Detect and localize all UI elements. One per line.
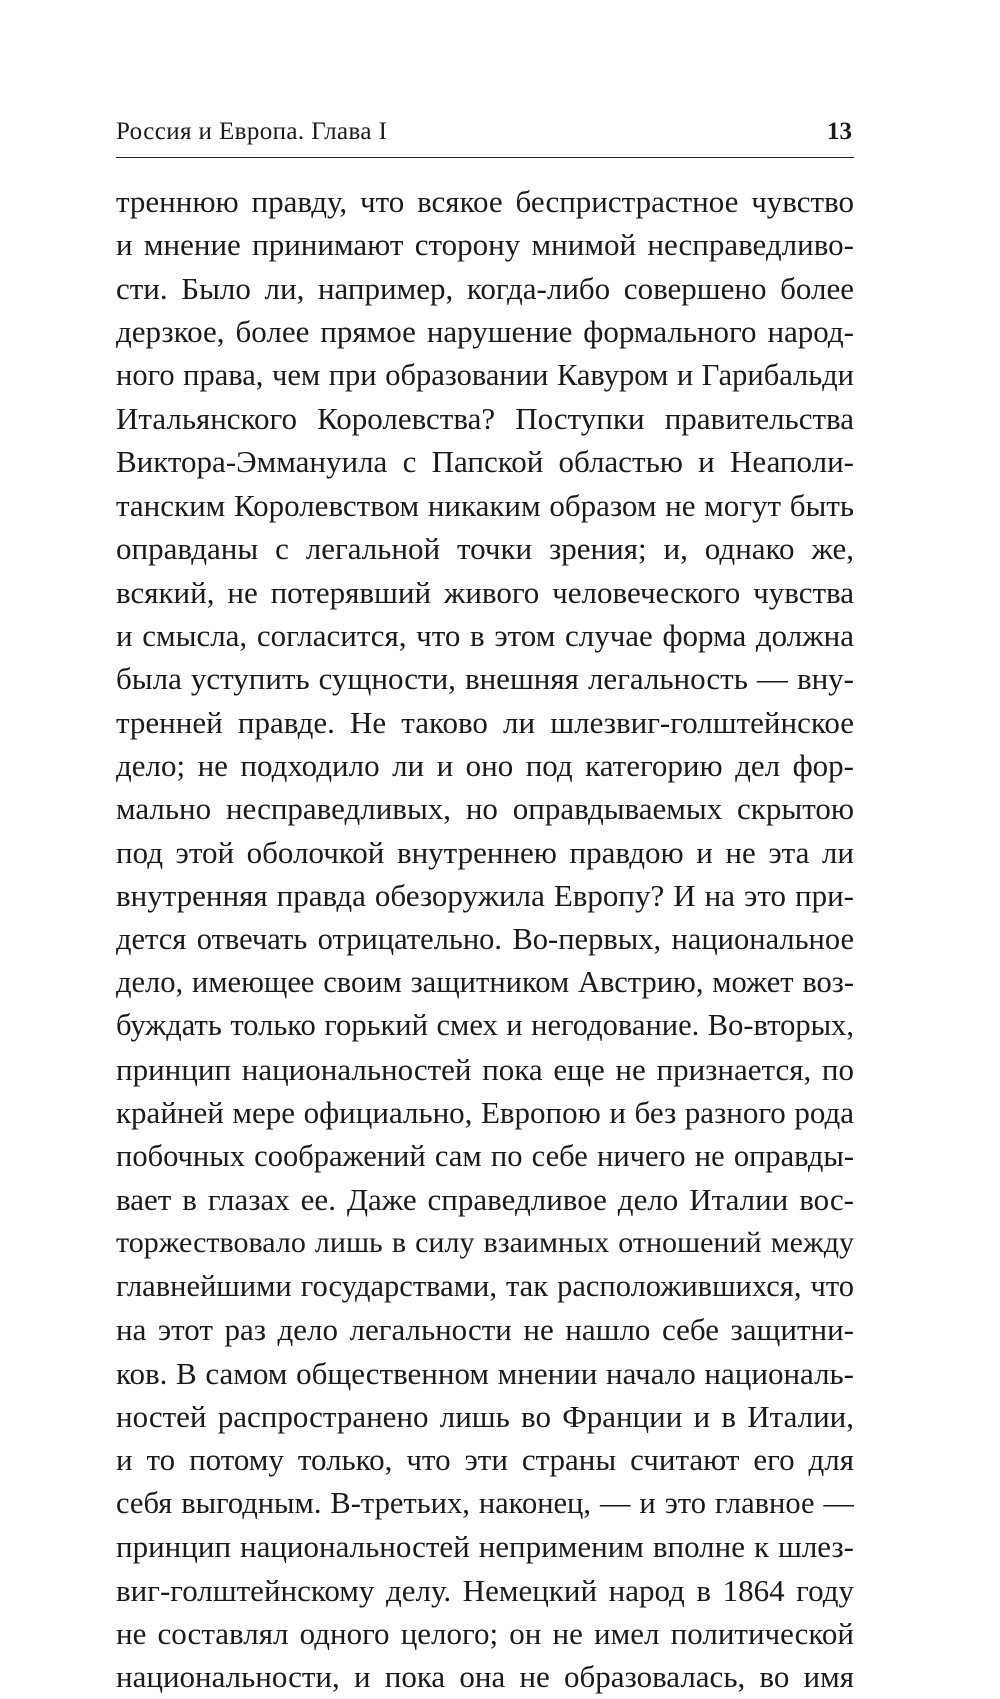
text-line: Итальянского Королевства? Поступки правительства	[116, 400, 854, 436]
text-line: дело; не подходило ли и оно под категорию дел фор-	[116, 748, 854, 784]
text-line: танским Королевством никаким образом не могут быть	[116, 487, 854, 523]
text-line: на этот раз дело легальности не нашло себе защитни-	[116, 1312, 854, 1348]
text-line: главнейшими государствами, так расположившихся, что	[116, 1268, 854, 1303]
text-line: тренней правде. Не таково ли шлезвиг-голштейнское	[116, 704, 854, 740]
text-line: дело, имеющее своим защитником Австрию, может воз-	[116, 965, 854, 1000]
text-line: побочных соображений сам по себе ничего не оправды-	[116, 1138, 854, 1173]
text-line: внутренняя правда обезоружила Европу? И на это при-	[116, 878, 854, 914]
text-line: принцип национальностей неприменим вполне к шлез-	[116, 1529, 854, 1565]
text-line: крайней мере официально, Европою и без разного рода	[116, 1095, 854, 1131]
running-header	[116, 112, 854, 158]
text-line: Виктора-Эммануила с Папской областью и Неаполи-	[116, 444, 854, 480]
running-title: Россия и Европа. Глава I	[116, 118, 388, 145]
page-number: 13	[827, 118, 852, 145]
text-line: себя выгодным. В-третьих, наконец, — и это главное —	[116, 1485, 854, 1520]
body-text	[116, 180, 854, 1699]
text-line: ностей распространено лишь во Франции и в Италии,	[116, 1398, 854, 1434]
text-line: виг-голштейнскому делу. Немецкий народ в 1864 году	[116, 1572, 854, 1608]
text-line: национальности, и пока она не образовалась, во имя	[116, 1659, 854, 1695]
text-line: торжествовало лишь в силу взаимных отношений между	[116, 1226, 854, 1260]
text-line: и смысла, согласится, что в этом случае форма должна	[116, 617, 854, 653]
text-line: буждать только горький смех и негодование. Во-вторых,	[116, 1008, 854, 1043]
text-line: не составлял одного целого; он не имел политической	[116, 1615, 854, 1651]
text-line: мально несправедливых, но оправдываемых скрытою	[116, 791, 854, 827]
text-line: ного права, чем при образовании Кавуром и Гарибальди	[116, 357, 854, 392]
text-line: ков. В самом общественном мнении начало националь-	[116, 1355, 854, 1391]
text-line: всякий, не потерявший живого человеческого чувства	[116, 574, 854, 610]
text-line: была уступить сущности, внешняя легальность — вну-	[116, 661, 854, 697]
text-line: вает в глазах ее. Даже справедливое дело Италии вос-	[116, 1181, 854, 1217]
text-line: сти. Было ли, например, когда-либо совершено более	[116, 270, 854, 306]
text-line: оправданы с легальной точки зрения; и, однако же,	[116, 531, 854, 567]
text-line: и то потому только, что эти страны считают его для	[116, 1442, 854, 1478]
text-line: принцип национальностей пока еще не признается, по	[116, 1051, 854, 1087]
text-line: дется отвечать отрицательно. Во-первых, национальное	[116, 921, 854, 956]
text-line: под этой оболочкой внутреннею правдою и не эта ли	[116, 834, 854, 870]
text-line: дерзкое, более прямое нарушение формального народ-	[116, 314, 854, 350]
text-line: треннюю правду, что всякое беспристрастное чувство	[116, 184, 854, 219]
text-line: и мнение принимают сторону мнимой несправедливо-	[116, 227, 854, 263]
